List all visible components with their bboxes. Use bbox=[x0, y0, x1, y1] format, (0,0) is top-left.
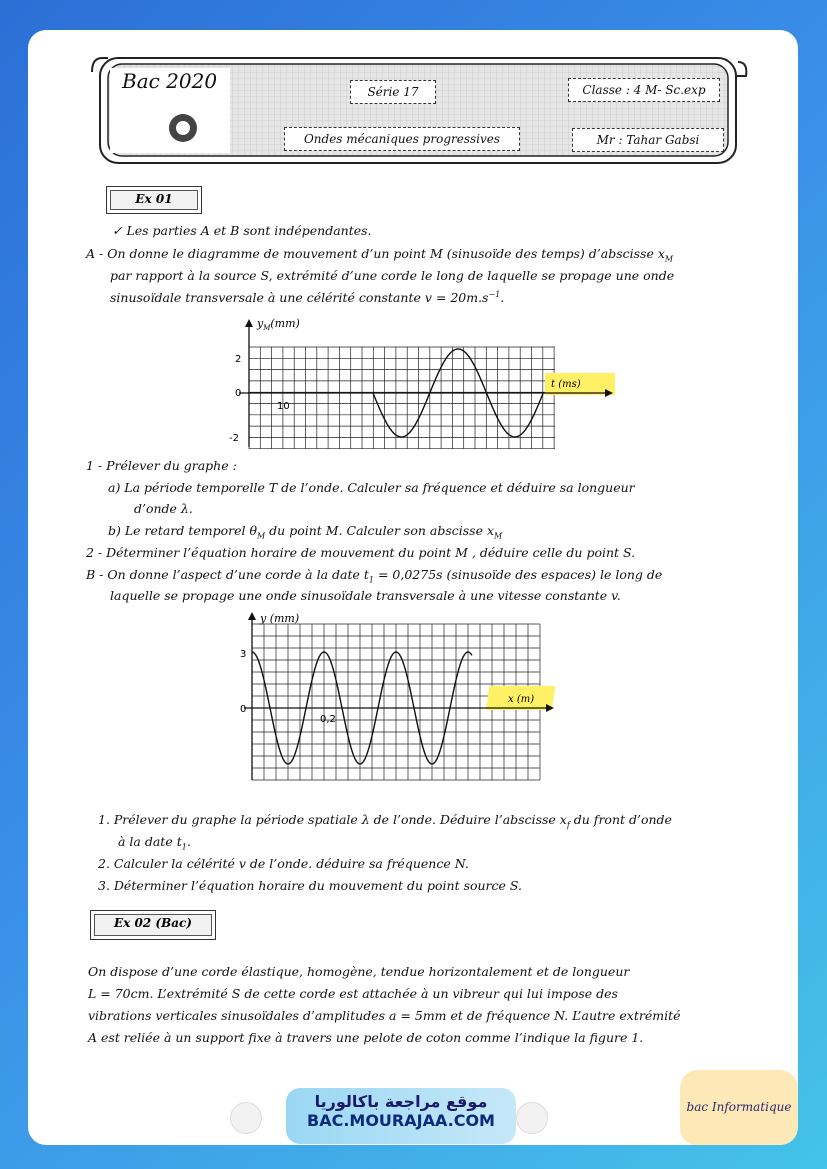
graph1-grid bbox=[249, 347, 555, 449]
ex1-A-line1: A - On donne le diagramme de mouvement d’un point M (sinusoïde des temps) d’abscisse $x_M$ bbox=[86, 246, 674, 264]
serie-box: Série 17 bbox=[350, 80, 436, 104]
ex1-q1a: a) La période temporelle T de l’onde. Calculer sa fréquence et déduire sa longueur bbox=[108, 480, 635, 495]
ex1-b1: 1. Prélever du graphe la période spatiale λ de l’onde. Déduire l’abscisse $x_f$ du front d’onde bbox=[98, 812, 672, 830]
ex1-title: Ex 01 bbox=[106, 186, 202, 214]
ex1-b3: 3. Déterminer l’équation horaire du mouvement du point source S. bbox=[98, 878, 522, 893]
footer-right-logo bbox=[516, 1102, 548, 1134]
ex1-A-line3: sinusoïdale transversale à une célérité constante $v = 20m.s^{-1}$. bbox=[110, 290, 505, 306]
footer-site-link[interactable]: BAC.MOURAJAA.COM bbox=[307, 1111, 495, 1130]
graph1-tick-m2: -2 bbox=[229, 433, 239, 444]
ex1-A-line2: par rapport à la source S, extrémité d’une corde le long de laquelle se propage une onde bbox=[110, 268, 675, 283]
bac-informatique-logo: bac Informatique bbox=[680, 1070, 798, 1145]
graph2-y-arrow bbox=[248, 612, 256, 620]
bac-label: Bac 2020 bbox=[122, 69, 218, 93]
ex1-q1: 1 - Prélever du graphe : bbox=[86, 458, 237, 473]
ex1-q2: 2 - Déterminer l’équation horaire de mouvement du point M , déduire celle du point S. bbox=[86, 545, 636, 560]
graph2-tick-0: 0 bbox=[240, 704, 247, 715]
graph-ym-vs-t bbox=[213, 315, 633, 455]
graph1-y-label: $y_M(mm)$ bbox=[257, 317, 300, 332]
ex1-q1b: b) Le retard temporel $\theta_M$ du point M. Calculer son abscisse $x_M$ bbox=[108, 523, 503, 541]
ex1-b1-2: à la date $t_1$. bbox=[118, 834, 191, 852]
graph2-tick-3: 3 bbox=[240, 649, 247, 660]
ex2-p4: A est reliée à un support fixe à travers une pelote de coton comme l’indique la figure 1. bbox=[88, 1030, 644, 1045]
graph1-x-label: t (ms) bbox=[551, 379, 581, 390]
graph2-tick-02: 0,2 bbox=[320, 714, 336, 725]
graph1-y-arrow bbox=[245, 319, 253, 327]
header-scroll bbox=[88, 48, 748, 173]
ex2-p3: vibrations verticales sinusoïdales d’amplitudes a = 5mm et de fréquence N. L’autre extrémité bbox=[88, 1008, 681, 1023]
scroll-frame bbox=[88, 48, 748, 173]
teacher-box: Mr : Tahar Gabsi bbox=[572, 128, 724, 152]
footer-site-pill[interactable] bbox=[286, 1088, 516, 1144]
subject-box: Ondes mécaniques progressives bbox=[284, 127, 520, 151]
graph1-tick-0: 0 bbox=[235, 388, 242, 399]
footer-left-logo bbox=[230, 1102, 262, 1134]
ex1-q1a2: d’onde λ. bbox=[134, 501, 193, 516]
ex1-note: ✓ Les parties A et B sont indépendantes. bbox=[112, 223, 372, 238]
graph1-tick-10: 10 bbox=[277, 401, 290, 412]
graph2-y-label: y (mm) bbox=[260, 612, 300, 625]
footer-arabic-text: موقع مراجعة باكالوريا bbox=[314, 1092, 488, 1111]
ex2-p2: L = 70cm. L’extrémité S de cette corde est attachée à un vibreur qui lui impose des bbox=[88, 986, 618, 1001]
graph2-x-label: x (m) bbox=[508, 694, 535, 705]
ex2-p1: On dispose d’une corde élastique, homogène, tendue horizontalement et de longueur bbox=[88, 964, 630, 979]
exam-sheet bbox=[28, 30, 798, 1145]
graph1-tick-2: 2 bbox=[235, 354, 242, 365]
ex1-b2: 2. Calculer la célérité v de l’onde. déduire sa fréquence N. bbox=[98, 856, 469, 871]
graph-y-vs-x bbox=[228, 610, 568, 785]
ex2-title: Ex 02 (Bac) bbox=[90, 910, 216, 940]
ex1-B-line2: laquelle se propage une onde sinusoïdale transversale à une vitesse constante v. bbox=[110, 588, 621, 603]
ex1-B-line1: B - On donne l’aspect d’une corde à la date $t_1 = 0,0275s$ (sinusoïde des espaces) le long de bbox=[86, 567, 663, 585]
classe-box: Classe : 4 M- Sc.exp bbox=[568, 78, 720, 102]
